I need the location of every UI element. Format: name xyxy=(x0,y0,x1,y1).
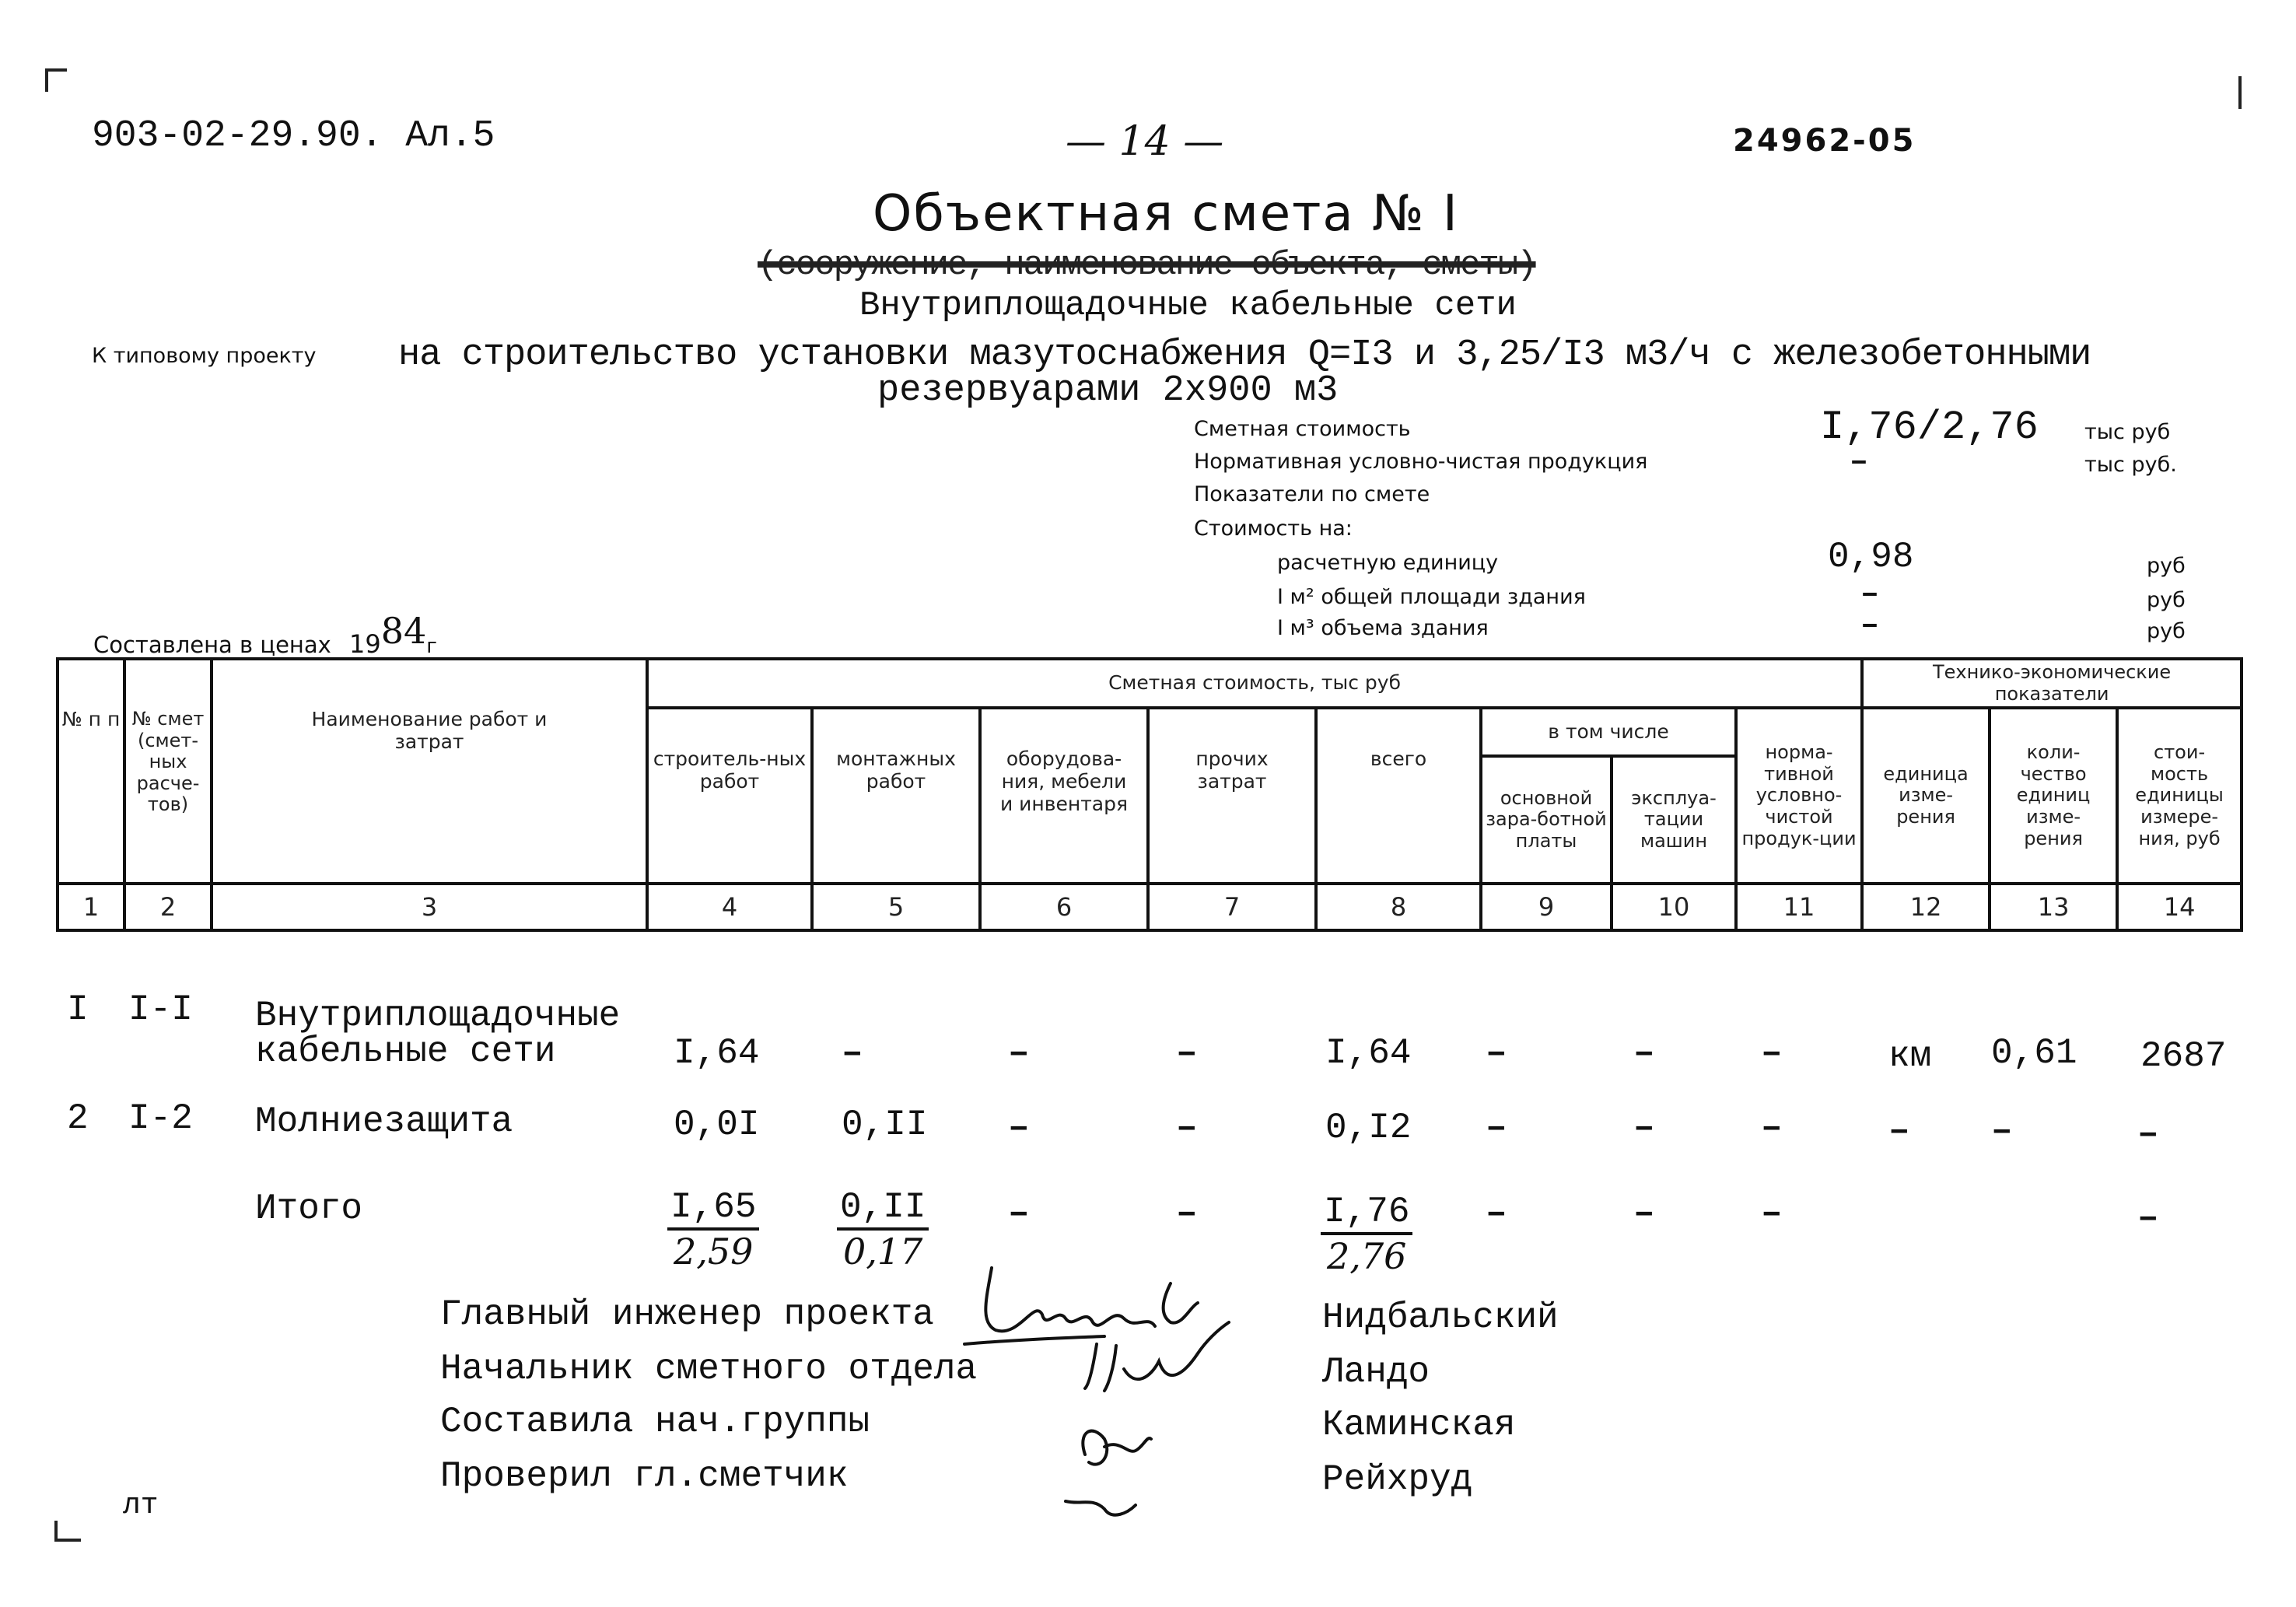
row-2-col-5: 0,II xyxy=(842,1105,928,1145)
header-col-12: единица изме-рения xyxy=(1862,708,1990,884)
normative-unit: тыс руб. xyxy=(2084,453,2177,477)
project-label: К типовому проекту xyxy=(92,344,317,368)
corner-mark-top-left-v xyxy=(45,68,48,92)
header-col-3: Наименование работ и затрат xyxy=(212,659,647,884)
signature-role-4: Проверил гл.сметчик xyxy=(440,1456,849,1497)
total-col-4-numerator: I,65 xyxy=(667,1187,759,1231)
header-col-13: коли-чество единиц изме-рения xyxy=(1990,708,2117,884)
area-cost-value: – xyxy=(1860,577,1880,612)
volume-cost-value: – xyxy=(1860,608,1880,643)
row-2-col-11: – xyxy=(1761,1108,1783,1148)
unit-cost-unit: руб xyxy=(2147,554,2186,578)
total-col-8-denominator: 2,76 xyxy=(1327,1235,1407,1277)
header-cost-group: Сметная стоимость, тыс руб xyxy=(647,659,1862,708)
header-col-5: монтажных работ xyxy=(812,708,980,884)
row-2-col-13: – xyxy=(1991,1111,2013,1151)
page-number: — 14 — xyxy=(1066,118,1224,165)
prices-label-text: Составлена в ценах xyxy=(93,632,331,658)
signature-name-2: Ландо xyxy=(1322,1352,1430,1392)
header-number-row xyxy=(58,884,2242,930)
header-col-10: эксплуа-тации машин xyxy=(1612,756,1736,884)
row-2-col-4: 0,0I xyxy=(674,1105,760,1145)
header-incl-group: в том числе xyxy=(1481,708,1736,756)
col-number: 6 xyxy=(980,884,1148,930)
unit-cost-label: расчетную единицу xyxy=(1277,551,1499,575)
prices-year-prefix: 19 xyxy=(349,629,381,659)
row-1-col-12: км xyxy=(1888,1036,1932,1077)
col-number: 10 xyxy=(1612,884,1736,930)
row-1-col-7: – xyxy=(1176,1033,1198,1073)
col-number: 3 xyxy=(212,884,647,930)
row-1-col-14: 2687 xyxy=(2140,1036,2227,1077)
row-1-name-line-1: Внутриплощадочные xyxy=(255,996,621,1036)
col-number: 7 xyxy=(1148,884,1316,930)
row-1-col-8: I,64 xyxy=(1325,1033,1412,1073)
prices-year-g: г xyxy=(426,635,437,658)
header-col-7: прочих затрат xyxy=(1148,708,1316,884)
prices-year-suffix: 84 xyxy=(380,610,427,652)
row-1-col-6: – xyxy=(1008,1033,1030,1073)
signature-name-3: Каминская xyxy=(1322,1405,1516,1445)
col-number: 9 xyxy=(1481,884,1612,930)
row-1-col-10: – xyxy=(1633,1033,1655,1073)
row-2-name: Молниезащита xyxy=(255,1101,513,1142)
row-2-number: 2 xyxy=(67,1098,89,1139)
unit-cost-value: 0,98 xyxy=(1828,537,1914,577)
row-2-smeta: I-2 xyxy=(128,1098,193,1139)
row-2-col-12: – xyxy=(1888,1111,1910,1151)
col-number: 13 xyxy=(1990,884,2117,930)
area-cost-label: I м² общей площади здания xyxy=(1277,585,1586,609)
signature-name-1: Нидбальский xyxy=(1322,1297,1559,1338)
cost-per-label: Стоимость на: xyxy=(1194,516,1353,541)
corner-mark-top-left-h xyxy=(45,68,67,72)
archive-number: 24962-05 xyxy=(1733,123,1916,159)
struck-placeholder-text: (сооружение, наименование объекта, сметы) xyxy=(758,246,1536,285)
total-col-10: – xyxy=(1633,1193,1655,1234)
row-1-number: I xyxy=(67,989,89,1030)
row-1-col-5: – xyxy=(842,1033,863,1073)
corner-mark-bottom-left-h xyxy=(54,1539,81,1542)
object-name: Внутриплощадочные кабельные сети xyxy=(859,286,1517,325)
prices-label xyxy=(93,610,437,661)
volume-cost-label: I м³ объема здания xyxy=(1277,616,1489,640)
document-title: Объектная смета № I xyxy=(873,185,1459,243)
total-col-8-numerator: I,76 xyxy=(1321,1192,1412,1235)
total-col-9: – xyxy=(1486,1193,1507,1234)
row-1-name-line-2: кабельные сети xyxy=(255,1031,556,1072)
header-col-4: строитель-ных работ xyxy=(647,708,812,884)
estimated-cost-value: I,76/2,76 xyxy=(1820,404,2039,450)
total-label: Итого xyxy=(255,1189,363,1229)
total-col-14: – xyxy=(2137,1198,2159,1238)
col-number: 2 xyxy=(124,884,212,930)
project-line-1: на строительство установки мазутоснабжения Q=I3 и 3,25/I3 м3/ч с железобетонными xyxy=(398,334,2091,376)
header-col-2: № смет (смет-ных расче-тов) xyxy=(124,659,212,884)
total-col-4-denominator: 2,59 xyxy=(674,1231,754,1273)
col-number: 1 xyxy=(58,884,124,930)
header-col-9: основной зара-ботной платы xyxy=(1481,756,1612,884)
col-number: 12 xyxy=(1862,884,1990,930)
row-2-col-10: – xyxy=(1633,1108,1655,1148)
col-number: 14 xyxy=(2117,884,2242,930)
normative-label: Нормативная условно-чистая продукция xyxy=(1194,450,1648,474)
total-col-5 xyxy=(837,1187,929,1273)
row-1-col-9: – xyxy=(1486,1033,1507,1073)
header-col-1: № п п xyxy=(58,659,124,884)
row-1-col-4: I,64 xyxy=(674,1033,760,1073)
row-1-smeta: I-I xyxy=(128,989,193,1030)
row-2-col-14: – xyxy=(2137,1114,2159,1154)
row-2-col-7: – xyxy=(1176,1108,1198,1148)
area-cost-unit: руб xyxy=(2147,588,2186,612)
project-line-2: резервуарами 2х900 м3 xyxy=(877,370,1339,411)
signature-role-2: Начальник сметного отдела xyxy=(440,1349,978,1389)
total-col-11: – xyxy=(1761,1193,1783,1234)
header-tech-group: Технико-экономические показатели xyxy=(1862,659,2242,708)
indicators-label: Показатели по смете xyxy=(1194,482,1430,506)
estimated-cost-label: Сметная стоимость xyxy=(1194,417,1411,441)
footer-mark: лт xyxy=(123,1489,159,1522)
corner-mark-top-right xyxy=(2238,76,2242,109)
row-2-col-9: – xyxy=(1486,1108,1507,1148)
col-number: 8 xyxy=(1316,884,1481,930)
volume-cost-unit: руб xyxy=(2147,619,2186,643)
header-col-14: стои-мость единицы измере-ния, руб xyxy=(2117,708,2242,884)
row-1-col-13: 0,61 xyxy=(1991,1033,2077,1073)
total-col-6: – xyxy=(1008,1193,1030,1234)
handwritten-signatures-image xyxy=(949,1252,1307,1532)
estimated-cost-unit: тыс руб xyxy=(2084,420,2171,444)
normative-value: – xyxy=(1850,445,1869,480)
signature-role-3: Составила нач.группы xyxy=(440,1402,870,1442)
document-code: 903-02-29.90. Ал.5 xyxy=(92,115,495,157)
total-col-4 xyxy=(667,1187,759,1273)
total-col-5-denominator: 0,17 xyxy=(843,1231,923,1273)
header-col-8: всего xyxy=(1316,708,1481,884)
col-number: 4 xyxy=(647,884,812,930)
row-1-col-11: – xyxy=(1761,1033,1783,1073)
total-col-8 xyxy=(1321,1192,1412,1277)
signature-name-4: Рейхруд xyxy=(1322,1459,1473,1500)
header-col-6: оборудова-ния, мебели и инвентаря xyxy=(980,708,1148,884)
row-2-col-6: – xyxy=(1008,1108,1030,1148)
col-number: 11 xyxy=(1736,884,1862,930)
col-number: 5 xyxy=(812,884,980,930)
estimate-header-table xyxy=(56,657,2243,932)
header-col-11: норма-тивной условно-чистой продук-ции xyxy=(1736,708,1862,884)
signature-role-1: Главный инженер проекта xyxy=(440,1294,934,1335)
total-col-7: – xyxy=(1176,1193,1198,1234)
total-col-5-numerator: 0,II xyxy=(837,1187,929,1231)
row-2-col-8: 0,I2 xyxy=(1325,1108,1412,1148)
